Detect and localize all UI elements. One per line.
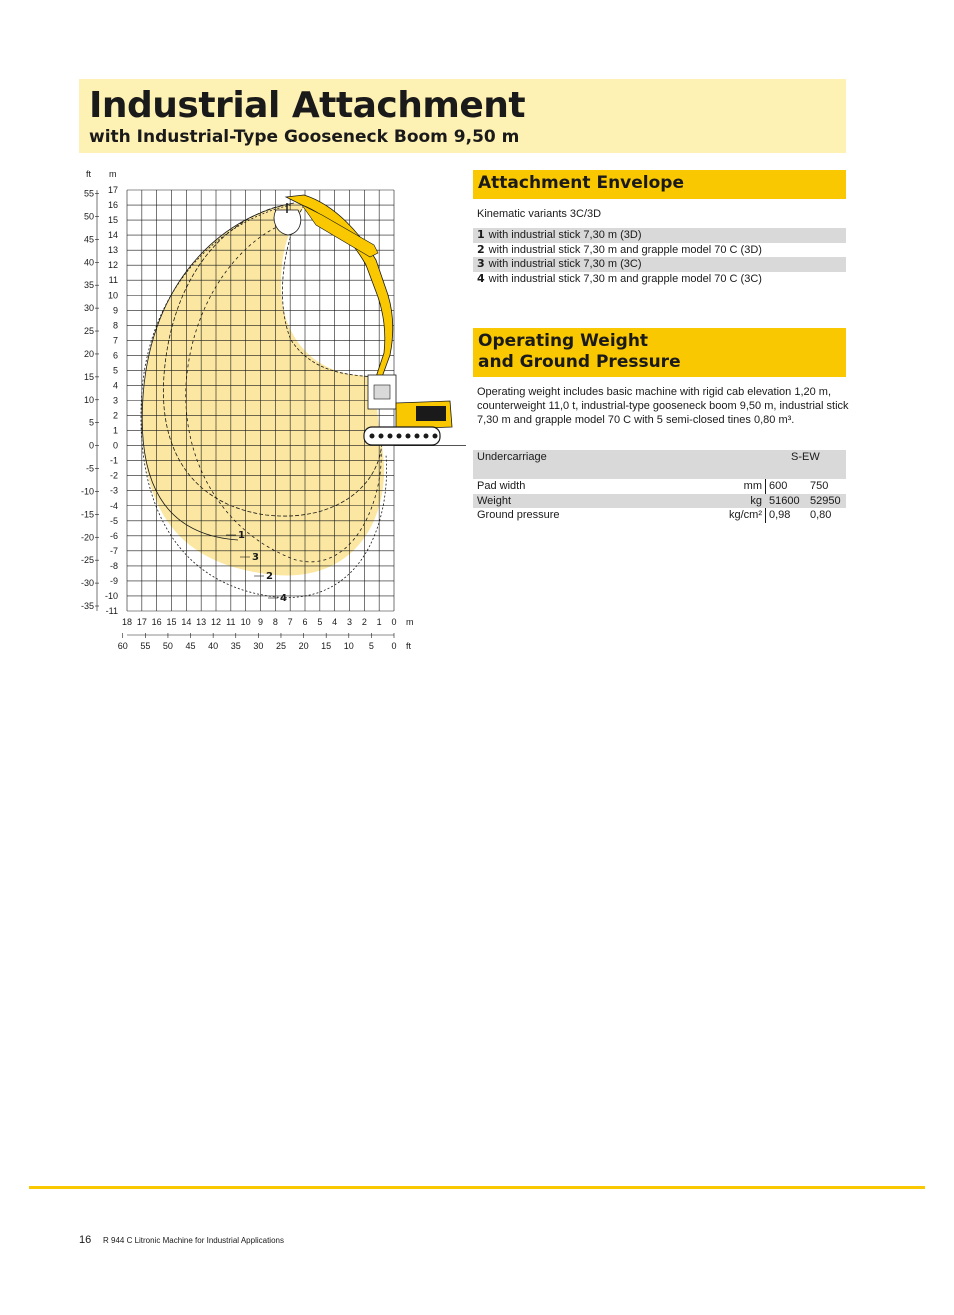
row-label: Ground pressure bbox=[477, 509, 560, 521]
variant-number: 3 bbox=[477, 257, 485, 270]
x-tick-m: 4 bbox=[332, 617, 338, 627]
footer-rule bbox=[29, 1186, 925, 1189]
operating-weight-heading bbox=[473, 328, 846, 373]
x-tick-m: 7 bbox=[287, 617, 293, 627]
y-tick-ft: 50 bbox=[83, 211, 94, 222]
x-tick-m: 17 bbox=[136, 617, 147, 627]
track-roller bbox=[397, 434, 402, 439]
variants-list bbox=[473, 228, 846, 286]
y-tick-m: -1 bbox=[109, 455, 118, 466]
y-tick-m: 14 bbox=[107, 230, 118, 241]
kinematic-variants-text: Kinematic variants 3C/3D bbox=[477, 208, 602, 220]
x-tick-m: 2 bbox=[361, 617, 367, 627]
y-tick-ft: -5 bbox=[85, 463, 94, 474]
track-roller bbox=[379, 434, 384, 439]
envelope-label-2: 2 bbox=[266, 571, 273, 582]
x-tick-ft: 20 bbox=[298, 641, 309, 651]
y-tick-m: 0 bbox=[112, 440, 118, 451]
y-tick-m: 8 bbox=[112, 320, 118, 331]
x-tick-m: 11 bbox=[226, 617, 236, 627]
y-tick-m: -10 bbox=[104, 590, 118, 601]
track-roller bbox=[424, 434, 429, 439]
crawler-track bbox=[364, 427, 440, 445]
y-tick-m: -6 bbox=[109, 530, 118, 541]
variant-text: with industrial stick 7,30 m and grapple model 70 C (3D) bbox=[488, 243, 762, 256]
y-tick-ft: 55 bbox=[83, 188, 94, 199]
row-label: Pad width bbox=[477, 480, 526, 492]
x-tick-m: 10 bbox=[240, 617, 251, 627]
y-unit-m: m bbox=[109, 169, 117, 179]
operating-weight-description: Operating weight includes basic machine with rigid cab elevation 1,20 m, counterweight 11,0 t, industrial-type gooseneck boom 9,50 m, industrial stick 7,30 m and grapple model 70 C with 5 semi-closed tines 0,80 m³. bbox=[477, 386, 849, 426]
y-tick-m: 9 bbox=[112, 305, 118, 316]
x-tick-m: 3 bbox=[346, 617, 353, 627]
row-unit: kg/cm² bbox=[729, 509, 762, 521]
y-tick-m: -5 bbox=[109, 515, 118, 526]
x-tick-ft: 35 bbox=[230, 641, 241, 651]
page-number: 16 bbox=[79, 1234, 92, 1246]
track-roller bbox=[433, 434, 438, 439]
x-tick-m: 8 bbox=[272, 617, 278, 627]
envelope-label-3: 3 bbox=[252, 552, 259, 563]
x-tick-m: 18 bbox=[121, 617, 133, 627]
variant-row bbox=[473, 228, 846, 243]
x-unit-m: m bbox=[406, 617, 414, 627]
x-tick-m: 15 bbox=[166, 617, 177, 627]
x-tick-m: 12 bbox=[210, 617, 222, 627]
row-value-1: 600 bbox=[769, 480, 788, 492]
envelope-label-4: 4 bbox=[280, 593, 287, 604]
y-tick-ft: 25 bbox=[83, 326, 94, 337]
stick bbox=[302, 205, 378, 257]
y-tick-ft: 30 bbox=[83, 303, 94, 314]
variant-text: with industrial stick 7,30 m and grapple model 70 C (3C) bbox=[488, 272, 762, 285]
track-roller bbox=[388, 434, 393, 439]
undercarriage-value: S-EW bbox=[791, 451, 820, 463]
x-tick-ft: 50 bbox=[162, 641, 173, 651]
attachment-envelope-bar bbox=[473, 170, 846, 199]
row-value-1: 0,98 bbox=[769, 509, 791, 521]
operating-weight-bar bbox=[473, 328, 846, 377]
y-tick-ft: -10 bbox=[80, 486, 94, 497]
y-tick-ft: 20 bbox=[83, 348, 94, 359]
table-header-row bbox=[473, 450, 846, 479]
weight-pressure-table bbox=[473, 450, 846, 523]
cab-window bbox=[374, 385, 390, 399]
track-roller bbox=[370, 434, 375, 439]
y-tick-m: 17 bbox=[107, 185, 118, 195]
y-tick-ft: -20 bbox=[80, 532, 94, 543]
x-tick-m: 13 bbox=[196, 617, 207, 627]
heading-line-1: Operating Weight bbox=[478, 331, 649, 351]
row-value-2: 750 bbox=[810, 480, 829, 492]
row-value-2: 52950 bbox=[810, 494, 841, 507]
x-tick-ft: 5 bbox=[368, 641, 374, 651]
envelope-label-1: 1 bbox=[238, 530, 245, 541]
track-roller bbox=[406, 434, 411, 439]
page-header bbox=[79, 79, 846, 153]
y-unit-ft: ft bbox=[86, 169, 92, 179]
table-row bbox=[473, 508, 846, 523]
x-tick-m: 16 bbox=[151, 617, 162, 627]
row-unit: mm bbox=[743, 480, 762, 492]
y-tick-m: -7 bbox=[109, 545, 118, 556]
y-tick-ft: -25 bbox=[80, 555, 94, 566]
x-tick-ft: 55 bbox=[140, 641, 151, 651]
x-tick-ft: 45 bbox=[185, 641, 196, 651]
x-tick-m: 14 bbox=[181, 617, 192, 627]
y-tick-m: -4 bbox=[109, 500, 118, 511]
y-tick-m: 10 bbox=[107, 290, 118, 301]
y-tick-m: -9 bbox=[109, 575, 118, 586]
x-tick-ft: 15 bbox=[321, 641, 332, 651]
y-tick-ft: -15 bbox=[80, 509, 94, 520]
y-tick-m: 5 bbox=[112, 365, 118, 376]
y-tick-m: 7 bbox=[112, 335, 118, 346]
engine-grille bbox=[416, 406, 446, 421]
track-roller bbox=[415, 434, 420, 439]
variant-number: 4 bbox=[477, 271, 485, 285]
y-tick-m: 4 bbox=[112, 380, 118, 391]
y-tick-ft: -30 bbox=[80, 578, 94, 589]
y-tick-ft: 15 bbox=[83, 371, 94, 382]
x-tick-m: 0 bbox=[391, 617, 397, 627]
y-tick-m: 13 bbox=[107, 245, 118, 256]
x-tick-m: 9 bbox=[257, 617, 264, 627]
variant-number: 2 bbox=[477, 242, 485, 256]
variant-row bbox=[473, 272, 846, 287]
y-tick-ft: 0 bbox=[88, 440, 94, 451]
y-tick-ft: 35 bbox=[83, 280, 94, 291]
row-unit: kg bbox=[750, 494, 762, 507]
x-tick-m: 1 bbox=[376, 617, 382, 627]
y-tick-m: 16 bbox=[107, 200, 118, 211]
row-value-2: 0,80 bbox=[810, 509, 832, 521]
y-tick-m: -11 bbox=[105, 606, 118, 616]
x-unit-ft: ft bbox=[406, 641, 412, 651]
y-tick-m: 6 bbox=[112, 350, 118, 361]
variant-text: with industrial stick 7,30 m (3C) bbox=[488, 258, 642, 270]
y-tick-m: 2 bbox=[112, 410, 118, 421]
x-tick-m: 6 bbox=[302, 617, 308, 627]
variant-number: 1 bbox=[477, 228, 485, 241]
x-tick-ft: 10 bbox=[343, 641, 354, 651]
x-tick-ft: 40 bbox=[208, 641, 219, 651]
y-tick-m: 12 bbox=[107, 260, 118, 271]
row-value-1: 51600 bbox=[769, 494, 800, 507]
y-tick-m: 11 bbox=[108, 275, 118, 286]
attachment-envelope-heading: Attachment Envelope bbox=[478, 173, 684, 193]
y-tick-ft: 45 bbox=[83, 234, 94, 245]
y-tick-m: 3 bbox=[112, 395, 118, 406]
heading-line-2: and Ground Pressure bbox=[478, 352, 681, 372]
x-tick-ft: 25 bbox=[275, 641, 286, 651]
attachment-envelope-chart bbox=[76, 165, 466, 660]
envelope-diagram bbox=[76, 165, 466, 660]
page-title: Industrial Attachment bbox=[89, 85, 526, 126]
variant-row bbox=[473, 243, 846, 258]
variant-text: with industrial stick 7,30 m (3D) bbox=[488, 229, 642, 241]
y-tick-ft: -35 bbox=[80, 601, 94, 612]
y-tick-ft: 10 bbox=[83, 394, 94, 405]
x-tick-ft: 30 bbox=[253, 641, 264, 651]
table-row bbox=[473, 479, 846, 494]
undercarriage-label: Undercarriage bbox=[477, 451, 547, 463]
y-tick-m: 15 bbox=[107, 215, 118, 226]
footer-text: R 944 C Litronic Machine for Industrial Applications bbox=[103, 1236, 284, 1245]
x-tick-ft: 60 bbox=[117, 641, 128, 651]
x-tick-m: 5 bbox=[317, 617, 323, 627]
y-tick-m: 1 bbox=[112, 425, 118, 436]
y-tick-ft: 5 bbox=[88, 417, 94, 428]
y-tick-m: -2 bbox=[109, 470, 118, 481]
x-tick-ft: 0 bbox=[391, 641, 397, 651]
y-tick-m: -8 bbox=[109, 560, 118, 571]
variant-row bbox=[473, 257, 846, 272]
y-tick-m: -3 bbox=[109, 485, 118, 496]
y-tick-ft: 40 bbox=[83, 257, 94, 268]
page-subtitle: with Industrial-Type Gooseneck Boom 9,50 m bbox=[89, 127, 520, 147]
row-label: Weight bbox=[477, 494, 512, 507]
table-row bbox=[473, 494, 846, 509]
